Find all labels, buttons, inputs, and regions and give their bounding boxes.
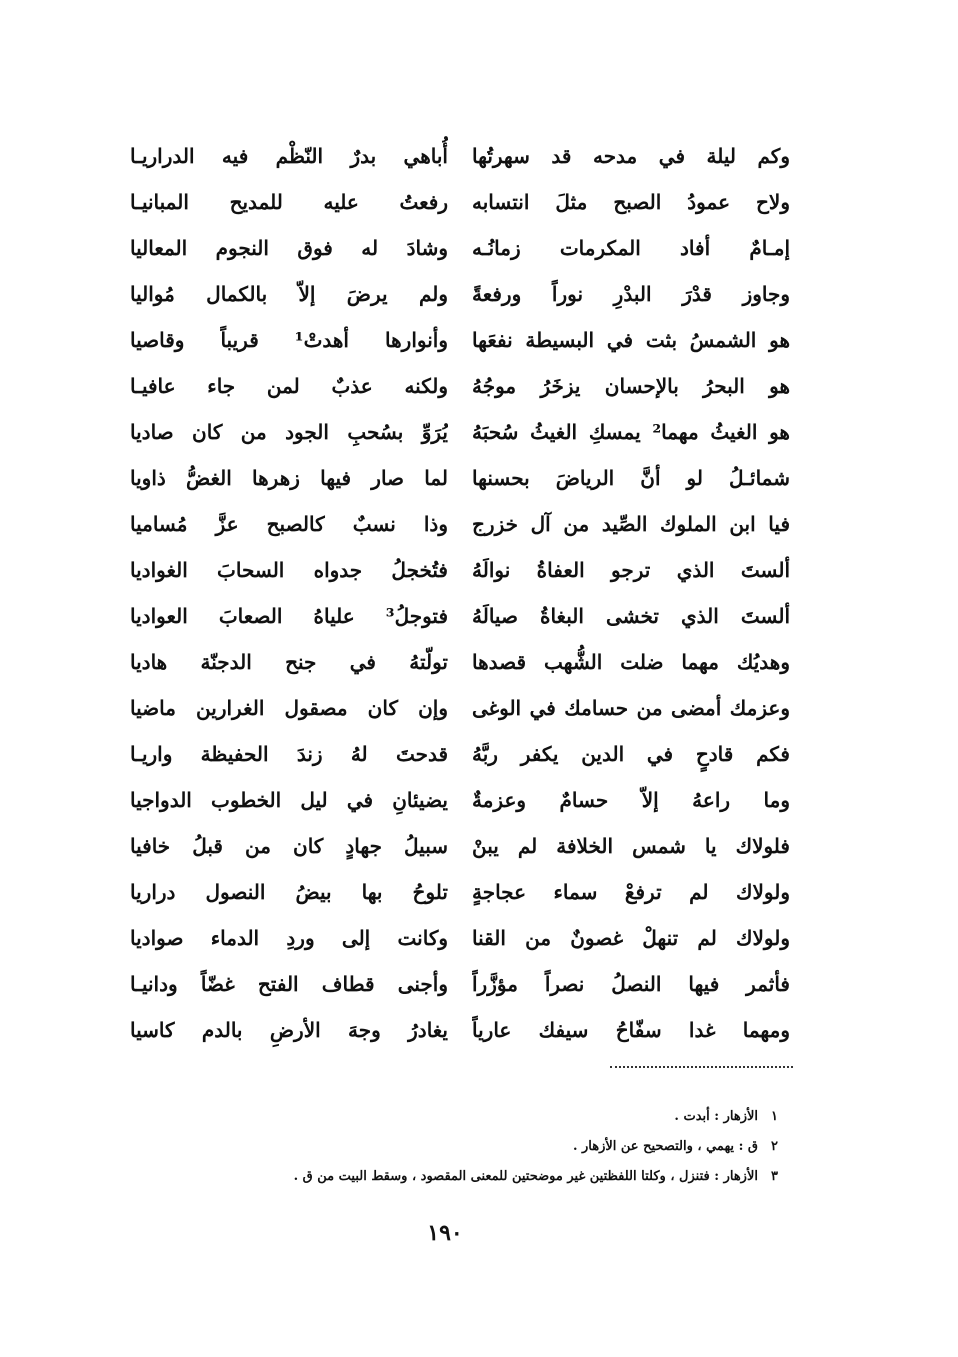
footnotes: [138, 1102, 778, 1192]
verse: [130, 501, 790, 547]
verse-second-hemistich: لما صار فيها زهرها الغضُّ ذاويا: [130, 466, 448, 490]
verse-second-hemistich: ولم يرضَ إلاّ بالكمال مُواليا: [130, 282, 448, 306]
verse-first-hemistich: وكم ليلة في مدحه قد سهرتُها: [472, 144, 790, 168]
verse-first-hemistich: ألستَ الذي تخشى البغاةُ صيالَهُ: [472, 604, 790, 628]
verse-second-hemistich: وإن كان مصقول الغرارين ماضيا: [130, 696, 448, 720]
verse-second-hemistich: يغادرُ وجهَ الأرضِ بالدم كاسيا: [130, 1018, 448, 1042]
verse: [130, 639, 790, 685]
footnote-divider: [610, 1066, 793, 1068]
verse-first-hemistich: ألستَ الذي ترجو العفاةُ نوالَهُ: [472, 558, 790, 582]
verse-second-hemistich: وأنوارها أهدتْ¹ قريباً وقاصيا: [130, 328, 448, 352]
footnote-text: الأزهار : فتنزل ، وكلتا اللفظتين غير موضحتين للمعنى المقصود ، وسقط البيت من ق .: [293, 1169, 758, 1184]
verse-second-hemistich: وكانت إلى وردِ الدماء صواديا: [130, 926, 448, 950]
verse-first-hemistich: فيا ابن الملوك الصِّيد من آل خزرج: [472, 512, 790, 536]
page-number: ١٩٠: [427, 1220, 463, 1246]
verse: [130, 685, 790, 731]
verse: [130, 133, 790, 179]
verse-second-hemistich: سبيلُ جهادٍ كان من قبلُ خافيا: [130, 834, 448, 858]
footnote: [138, 1102, 778, 1132]
verse: [130, 731, 790, 777]
verse-first-hemistich: ولولاك لم تنهلْ غصونٌ من القنا: [472, 926, 790, 950]
verse-first-hemistich: شمائـلُ لو أنَّ الرياضَ بحسنها: [472, 466, 790, 490]
verse-first-hemistich: هو الشمسُ بثت في البسيطة نفعَها: [472, 328, 790, 352]
verse: [130, 777, 790, 823]
verse-second-hemistich: وشادَ له فوق النجوم المعاليا: [130, 236, 448, 260]
verse-first-hemistich: فلولاك يا شمس الخلافة لم يبنْ: [472, 834, 790, 858]
verse-first-hemistich: فأثمر فيها النصلُ نصراً مؤزَّراً: [472, 972, 790, 996]
verse-first-hemistich: ولاح عمودُ الصبح مثلَ انتسابه: [472, 190, 790, 214]
footnote: [138, 1132, 778, 1162]
verse: [130, 1007, 790, 1053]
verse: [130, 593, 790, 639]
verse-second-hemistich: وأجنى قطاف الفتح غضّاً ودانيـا: [130, 972, 448, 996]
verse-first-hemistich: وعزمك أمضى من حسامك في الوغى: [472, 696, 790, 720]
verse-second-hemistich: تولّتهُ في جنح الدجنّة هاديا: [130, 650, 448, 674]
verse-first-hemistich: وهديُك مهما ضلت الشُّهب قصدها: [472, 650, 790, 674]
verse-second-hemistich: أُباهي بدرٌ النّظْم فيه الدراريـا: [130, 144, 448, 168]
verse-first-hemistich: فكم قادحٍ في الدين يكفر ربَّهُ: [472, 742, 790, 766]
verse-second-hemistich: قدحتَ لهُ زندَ الحفيظة واريـا: [130, 742, 448, 766]
verse: [130, 317, 790, 363]
verse: [130, 363, 790, 409]
verse-second-hemistich: وذا نسبٌ كالصبح عزَّ مُساميا: [130, 512, 448, 536]
verse: [130, 869, 790, 915]
footnote-number: ٢: [771, 1139, 778, 1154]
verse-first-hemistich: ولولاك لم ترفعْ سماء عجاجةٍ: [472, 880, 790, 904]
verse-second-hemistich: رفعتُ عليه للمديح المبانيـا: [130, 190, 448, 214]
footnote-number: ١: [771, 1109, 778, 1124]
verse-second-hemistich: فتوجلُ³ علياهُ الصعابَ العواديا: [130, 604, 448, 628]
verse-first-hemistich: وجاوز قدْرَ البدْرِ نوراً ورفعةً: [472, 282, 790, 306]
footnote-number: ٣: [771, 1169, 778, 1184]
verse-second-hemistich: يضيئانِ في ليل الخطوب الدواجيا: [130, 788, 448, 812]
verse: [130, 961, 790, 1007]
footnote-text: الأزهار : أبدت .: [674, 1109, 758, 1124]
poem-body: [130, 133, 790, 1053]
verse: [130, 455, 790, 501]
verse: [130, 409, 790, 455]
verse-first-hemistich: وما راعهُ إلاّ حسامٌ وعزمةٌ: [472, 788, 790, 812]
verse-first-hemistich: هو الغيثُ مهما² يمسكِ الغيثُ سُحبَهُ: [472, 420, 790, 444]
verse: [130, 271, 790, 317]
verse-first-hemistich: هو البحرُ بالإحسان يزخَرُ موجُهُ: [472, 374, 790, 398]
verse: [130, 915, 790, 961]
footnote-text: ق : يهمي ، والتصحيح عن الأزهار .: [572, 1139, 758, 1154]
verse: [130, 225, 790, 271]
verse: [130, 547, 790, 593]
verse-first-hemistich: ومهما غدا سفّاحُ سيفك عارياً: [472, 1018, 790, 1042]
verse-second-hemistich: فتُخجلُ جدواه السحابَ الغواديا: [130, 558, 448, 582]
verse: [130, 179, 790, 225]
footnote: [138, 1162, 778, 1192]
verse-first-hemistich: إمـامٌ أفاد المكرمات زمانُـه: [472, 236, 790, 260]
verse-second-hemistich: يُرَوِّ بسُحبِ الجود من كان صاديا: [130, 420, 448, 444]
verse-second-hemistich: تلوحُ بها بيضُ النصول دراريا: [130, 880, 448, 904]
verse-second-hemistich: ولكنه عذبٌ لمن جاء عافيـا: [130, 374, 448, 398]
verse: [130, 823, 790, 869]
